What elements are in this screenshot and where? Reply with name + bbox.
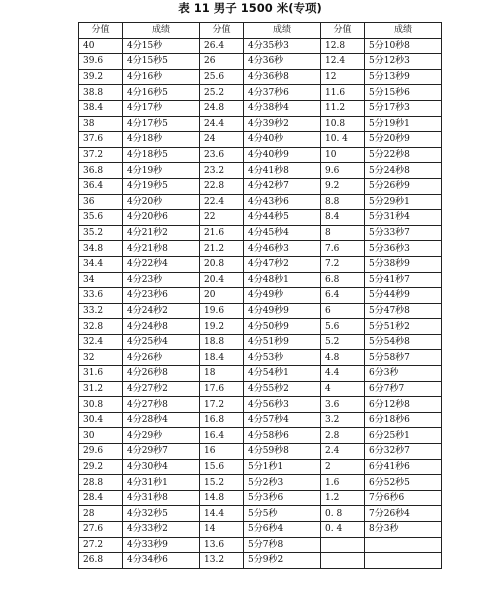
result-cell: 5分29秒1 xyxy=(365,194,442,210)
table-header-row xyxy=(79,23,442,39)
score-cell: 28.4 xyxy=(79,490,123,506)
result-cell: 6分32秒7 xyxy=(365,444,442,460)
table-row xyxy=(79,334,442,350)
score-cell: 19.6 xyxy=(200,303,244,319)
column-header: 成绩 xyxy=(244,23,321,39)
result-cell: 4分19秒5 xyxy=(123,178,200,194)
score-cell: 6.8 xyxy=(321,272,365,288)
score-table xyxy=(78,22,442,569)
score-cell: 2.8 xyxy=(321,428,365,444)
table-row xyxy=(79,225,442,241)
result-cell xyxy=(365,537,442,553)
score-cell: 10. 4 xyxy=(321,132,365,148)
result-cell: 4分20秒 xyxy=(123,194,200,210)
result-cell: 4分23秒6 xyxy=(123,288,200,304)
score-cell: 28 xyxy=(79,506,123,522)
result-cell: 5分22秒8 xyxy=(365,147,442,163)
column-header: 分值 xyxy=(200,23,244,39)
score-cell: 11.6 xyxy=(321,85,365,101)
score-cell: 35.6 xyxy=(79,210,123,226)
result-cell: 5分51秒2 xyxy=(365,319,442,335)
result-cell: 4分17秒 xyxy=(123,100,200,116)
result-cell: 7分26秒4 xyxy=(365,506,442,522)
score-cell: 13.2 xyxy=(200,553,244,569)
score-cell: 29.6 xyxy=(79,444,123,460)
score-cell: 39.6 xyxy=(79,54,123,70)
score-cell: 37.2 xyxy=(79,147,123,163)
table-row xyxy=(79,54,442,70)
result-cell: 4分28秒4 xyxy=(123,412,200,428)
score-cell: 25.6 xyxy=(200,69,244,85)
result-cell: 5分10秒8 xyxy=(365,38,442,54)
table-row xyxy=(79,459,442,475)
score-cell: 18 xyxy=(200,366,244,382)
result-cell: 6分7秒7 xyxy=(365,381,442,397)
score-cell: 13.6 xyxy=(200,537,244,553)
score-cell: 33.6 xyxy=(79,288,123,304)
result-cell: 4分30秒4 xyxy=(123,459,200,475)
score-cell: 4.8 xyxy=(321,350,365,366)
result-cell: 4分26秒8 xyxy=(123,366,200,382)
score-cell: 36.4 xyxy=(79,178,123,194)
result-cell: 4分16秒 xyxy=(123,69,200,85)
result-cell: 5分41秒7 xyxy=(365,272,442,288)
table-row xyxy=(79,537,442,553)
score-cell: 8 xyxy=(321,225,365,241)
score-cell: 12 xyxy=(321,69,365,85)
result-cell: 5分33秒7 xyxy=(365,225,442,241)
table-row xyxy=(79,132,442,148)
score-cell: 16 xyxy=(200,444,244,460)
score-cell: 32 xyxy=(79,350,123,366)
score-cell: 3.2 xyxy=(321,412,365,428)
score-cell: 39.2 xyxy=(79,69,123,85)
result-cell: 5分1秒1 xyxy=(244,459,321,475)
score-cell: 25.2 xyxy=(200,85,244,101)
score-cell: 11.2 xyxy=(321,100,365,116)
result-cell: 4分40秒9 xyxy=(244,147,321,163)
result-cell: 5分20秒9 xyxy=(365,132,442,148)
score-cell: 29.2 xyxy=(79,459,123,475)
score-cell: 34 xyxy=(79,272,123,288)
score-cell: 4.4 xyxy=(321,366,365,382)
result-cell: 4分25秒4 xyxy=(123,334,200,350)
result-cell: 4分29秒7 xyxy=(123,444,200,460)
result-cell: 4分49秒 xyxy=(244,288,321,304)
score-cell: 30.4 xyxy=(79,412,123,428)
result-cell: 4分34秒6 xyxy=(123,553,200,569)
score-cell: 34.8 xyxy=(79,241,123,257)
result-cell: 4分47秒2 xyxy=(244,256,321,272)
table-row xyxy=(79,69,442,85)
score-cell: 19.2 xyxy=(200,319,244,335)
result-cell: 4分44秒5 xyxy=(244,210,321,226)
score-cell: 1.6 xyxy=(321,475,365,491)
score-cell: 17.2 xyxy=(200,397,244,413)
score-cell: 24.4 xyxy=(200,116,244,132)
score-cell: 18.8 xyxy=(200,334,244,350)
result-cell: 5分15秒6 xyxy=(365,85,442,101)
result-cell: 4分51秒9 xyxy=(244,334,321,350)
result-cell: 5分19秒1 xyxy=(365,116,442,132)
column-header: 成绩 xyxy=(365,23,442,39)
result-cell: 4分48秒1 xyxy=(244,272,321,288)
score-cell: 16.8 xyxy=(200,412,244,428)
result-cell: 6分41秒6 xyxy=(365,459,442,475)
result-cell: 4分35秒3 xyxy=(244,38,321,54)
score-cell: 9.6 xyxy=(321,163,365,179)
score-cell: 36.8 xyxy=(79,163,123,179)
result-cell: 4分33秒2 xyxy=(123,522,200,538)
score-cell: 7.2 xyxy=(321,256,365,272)
score-cell: 26.8 xyxy=(79,553,123,569)
result-cell: 4分31秒8 xyxy=(123,490,200,506)
result-cell: 4分36秒8 xyxy=(244,69,321,85)
score-cell: 10 xyxy=(321,147,365,163)
score-cell: 24 xyxy=(200,132,244,148)
result-cell: 4分33秒9 xyxy=(123,537,200,553)
result-cell: 4分49秒9 xyxy=(244,303,321,319)
table-row xyxy=(79,116,442,132)
score-cell: 24.8 xyxy=(200,100,244,116)
score-cell: 15.2 xyxy=(200,475,244,491)
table-row xyxy=(79,147,442,163)
score-cell: 20.4 xyxy=(200,272,244,288)
table-row xyxy=(79,553,442,569)
table-row xyxy=(79,38,442,54)
result-cell: 4分21秒8 xyxy=(123,241,200,257)
result-cell: 4分46秒3 xyxy=(244,241,321,257)
score-cell: 36 xyxy=(79,194,123,210)
score-cell: 22.4 xyxy=(200,194,244,210)
result-cell: 4分16秒5 xyxy=(123,85,200,101)
score-cell: 38.8 xyxy=(79,85,123,101)
result-cell: 4分39秒2 xyxy=(244,116,321,132)
result-cell: 4分20秒6 xyxy=(123,210,200,226)
result-cell: 6分12秒8 xyxy=(365,397,442,413)
table-row xyxy=(79,100,442,116)
result-cell: 5分38秒9 xyxy=(365,256,442,272)
score-cell: 30 xyxy=(79,428,123,444)
score-cell: 37.6 xyxy=(79,132,123,148)
result-cell: 4分22秒4 xyxy=(123,256,200,272)
result-cell: 4分19秒 xyxy=(123,163,200,179)
result-cell: 4分27秒2 xyxy=(123,381,200,397)
result-cell: 4分41秒8 xyxy=(244,163,321,179)
result-cell: 4分56秒3 xyxy=(244,397,321,413)
result-cell: 5分36秒3 xyxy=(365,241,442,257)
table-row xyxy=(79,303,442,319)
score-cell: 31.2 xyxy=(79,381,123,397)
score-cell: 3.6 xyxy=(321,397,365,413)
score-table-body xyxy=(79,23,442,569)
table-row xyxy=(79,428,442,444)
result-cell: 5分2秒3 xyxy=(244,475,321,491)
result-cell: 5分7秒8 xyxy=(244,537,321,553)
result-cell: 6分25秒1 xyxy=(365,428,442,444)
table-row xyxy=(79,444,442,460)
result-cell: 4分18秒 xyxy=(123,132,200,148)
score-cell: 0. 4 xyxy=(321,522,365,538)
score-cell: 22 xyxy=(200,210,244,226)
score-cell: 14.4 xyxy=(200,506,244,522)
score-cell: 14 xyxy=(200,522,244,538)
score-cell: 8.8 xyxy=(321,194,365,210)
result-cell: 5分58秒7 xyxy=(365,350,442,366)
result-cell: 4分40秒 xyxy=(244,132,321,148)
result-cell: 4分21秒2 xyxy=(123,225,200,241)
score-cell: 5.6 xyxy=(321,319,365,335)
result-cell: 4分54秒1 xyxy=(244,366,321,382)
column-header: 成绩 xyxy=(123,23,200,39)
score-cell: 5.2 xyxy=(321,334,365,350)
score-cell: 15.6 xyxy=(200,459,244,475)
score-cell: 28.8 xyxy=(79,475,123,491)
result-cell: 4分15秒 xyxy=(123,38,200,54)
result-cell: 5分44秒9 xyxy=(365,288,442,304)
score-cell: 4 xyxy=(321,381,365,397)
score-cell: 6 xyxy=(321,303,365,319)
score-cell: 26.4 xyxy=(200,38,244,54)
result-cell: 4分42秒7 xyxy=(244,178,321,194)
score-cell: 10.8 xyxy=(321,116,365,132)
score-cell: 20 xyxy=(200,288,244,304)
score-cell: 20.8 xyxy=(200,256,244,272)
result-cell: 4分23秒 xyxy=(123,272,200,288)
score-cell: 0. 8 xyxy=(321,506,365,522)
result-cell: 4分37秒6 xyxy=(244,85,321,101)
table-row xyxy=(79,210,442,226)
result-cell xyxy=(365,553,442,569)
result-cell: 4分31秒1 xyxy=(123,475,200,491)
result-cell: 4分58秒6 xyxy=(244,428,321,444)
result-cell: 5分9秒2 xyxy=(244,553,321,569)
result-cell: 4分55秒2 xyxy=(244,381,321,397)
score-cell: 12.8 xyxy=(321,38,365,54)
table-row xyxy=(79,85,442,101)
result-cell: 4分29秒 xyxy=(123,428,200,444)
score-cell: 23.2 xyxy=(200,163,244,179)
table-row xyxy=(79,522,442,538)
score-cell: 12.4 xyxy=(321,54,365,70)
column-header: 分值 xyxy=(321,23,365,39)
result-cell: 4分18秒5 xyxy=(123,147,200,163)
score-cell: 33.2 xyxy=(79,303,123,319)
result-cell: 4分24秒2 xyxy=(123,303,200,319)
score-cell: 9.2 xyxy=(321,178,365,194)
score-cell: 27.6 xyxy=(79,522,123,538)
score-cell: 6.4 xyxy=(321,288,365,304)
score-cell: 27.2 xyxy=(79,537,123,553)
score-cell: 35.2 xyxy=(79,225,123,241)
result-cell: 4分17秒5 xyxy=(123,116,200,132)
result-cell: 5分12秒3 xyxy=(365,54,442,70)
score-cell: 32.8 xyxy=(79,319,123,335)
table-row xyxy=(79,506,442,522)
score-cell: 17.6 xyxy=(200,381,244,397)
table-row xyxy=(79,381,442,397)
table-row xyxy=(79,319,442,335)
score-cell: 8.4 xyxy=(321,210,365,226)
table-row xyxy=(79,475,442,491)
score-cell: 18.4 xyxy=(200,350,244,366)
table-row xyxy=(79,272,442,288)
score-cell: 23.6 xyxy=(200,147,244,163)
result-cell: 4分15秒5 xyxy=(123,54,200,70)
score-cell: 22.8 xyxy=(200,178,244,194)
result-cell: 4分26秒 xyxy=(123,350,200,366)
result-cell: 4分53秒 xyxy=(244,350,321,366)
result-cell: 5分24秒8 xyxy=(365,163,442,179)
score-cell xyxy=(321,553,365,569)
result-cell: 5分26秒9 xyxy=(365,178,442,194)
result-cell: 6分3秒 xyxy=(365,366,442,382)
result-cell: 4分43秒6 xyxy=(244,194,321,210)
table-row xyxy=(79,412,442,428)
result-cell: 5分5秒 xyxy=(244,506,321,522)
result-cell: 4分50秒9 xyxy=(244,319,321,335)
score-cell: 40 xyxy=(79,38,123,54)
result-cell: 4分38秒4 xyxy=(244,100,321,116)
result-cell: 5分47秒8 xyxy=(365,303,442,319)
table-row xyxy=(79,490,442,506)
score-cell: 2.4 xyxy=(321,444,365,460)
result-cell: 5分17秒3 xyxy=(365,100,442,116)
score-cell: 38 xyxy=(79,116,123,132)
table-row xyxy=(79,178,442,194)
table-row xyxy=(79,256,442,272)
result-cell: 4分45秒4 xyxy=(244,225,321,241)
result-cell: 6分52秒5 xyxy=(365,475,442,491)
column-header: 分值 xyxy=(79,23,123,39)
score-cell xyxy=(321,537,365,553)
score-cell: 34.4 xyxy=(79,256,123,272)
result-cell: 4分32秒5 xyxy=(123,506,200,522)
table-title: 表 11 男子 1500 米(专项) xyxy=(178,1,322,15)
table-row xyxy=(79,241,442,257)
result-cell: 6分18秒6 xyxy=(365,412,442,428)
score-cell: 30.8 xyxy=(79,397,123,413)
result-cell: 4分27秒8 xyxy=(123,397,200,413)
score-cell: 7.6 xyxy=(321,241,365,257)
score-cell: 14.8 xyxy=(200,490,244,506)
result-cell: 4分59秒8 xyxy=(244,444,321,460)
result-cell: 5分54秒8 xyxy=(365,334,442,350)
result-cell: 8分3秒 xyxy=(365,522,442,538)
result-cell: 5分31秒4 xyxy=(365,210,442,226)
result-cell: 5分3秒6 xyxy=(244,490,321,506)
table-row xyxy=(79,194,442,210)
table-row xyxy=(79,366,442,382)
score-cell: 21.6 xyxy=(200,225,244,241)
table-row xyxy=(79,397,442,413)
score-cell: 21.2 xyxy=(200,241,244,257)
table-row xyxy=(79,163,442,179)
score-cell: 16.4 xyxy=(200,428,244,444)
result-cell: 5分13秒9 xyxy=(365,69,442,85)
result-cell: 5分6秒4 xyxy=(244,522,321,538)
result-cell: 7分6秒6 xyxy=(365,490,442,506)
score-cell: 32.4 xyxy=(79,334,123,350)
score-cell: 26 xyxy=(200,54,244,70)
score-cell: 1.2 xyxy=(321,490,365,506)
table-row xyxy=(79,288,442,304)
result-cell: 4分57秒4 xyxy=(244,412,321,428)
score-cell: 38.4 xyxy=(79,100,123,116)
score-cell: 2 xyxy=(321,459,365,475)
table-row xyxy=(79,350,442,366)
score-cell: 31.6 xyxy=(79,366,123,382)
result-cell: 4分36秒 xyxy=(244,54,321,70)
result-cell: 4分24秒8 xyxy=(123,319,200,335)
